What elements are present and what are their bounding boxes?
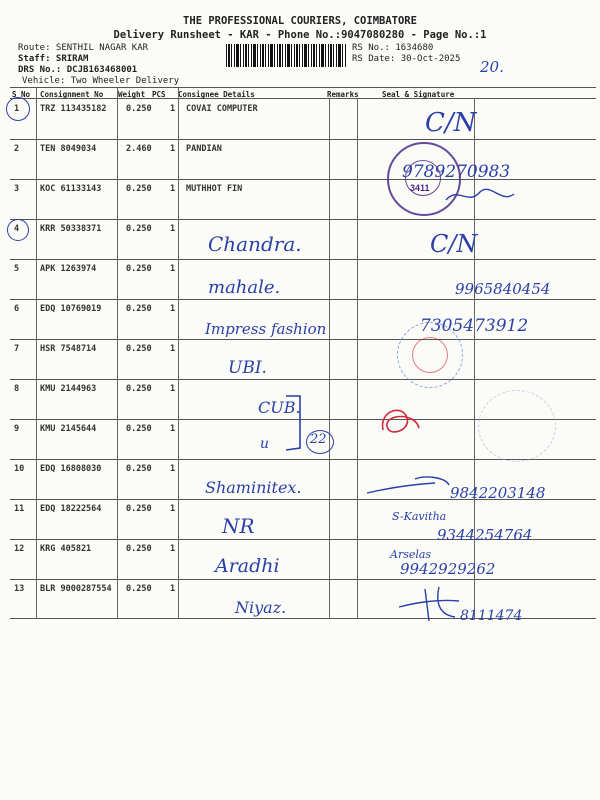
row-sno: 7 [14,344,20,354]
row-signature: 9942929262 [400,560,496,578]
row-handwritten-consignee: NR [222,514,255,538]
row-handwritten-consignee: CUB. [258,398,301,417]
row-sno: 13 [14,584,25,594]
row-handwritten-consignee: mahale. [208,277,281,298]
col-consignee: Consignee Details [178,90,255,99]
row-pcs: 1 [170,424,176,434]
row-rule [10,379,596,380]
row-pcs: 1 [170,464,176,474]
signature-scribble [365,475,455,500]
col-divider [329,98,330,618]
route-label: Route: SENTHIL NAGAR KAR [18,43,149,53]
col-sno: S No [12,90,31,99]
row-pcs: 1 [170,184,176,194]
row-pcs: 1 [170,264,176,274]
row-pcs: 1 [170,504,176,514]
row-pcs: 1 [170,104,176,114]
row-pcs: 1 [170,584,176,594]
row-consignment: KMU 2144963 [40,384,97,394]
company-title: THE PROFESSIONAL COURIERS, COIMBATORE [183,15,417,27]
row-handwritten-consignee: Shaminitex. [205,478,302,497]
row-weight: 0.250 [126,224,152,234]
row-handwritten-consignee: Impress fashion [205,320,327,338]
row-sno: 9 [14,424,20,434]
signature-name: S-Kavitha [392,510,447,523]
faint-stamp [478,390,556,462]
col-remarks: Remarks [327,90,359,99]
circle-mark [7,219,29,241]
seal-number: 3411 [410,183,430,193]
row-consignee: MUTHHOT FIN [186,184,243,194]
row-weight: 2.460 [126,144,152,154]
row-consignment: EDQ 16808030 [40,464,102,474]
row-consignment: KRG 405821 [40,544,92,554]
row-sno: 11 [14,504,25,514]
drs-number: DRS No.: DCJB163468001 [18,65,138,75]
row-sno: 8 [14,384,20,394]
row-pcs: 1 [170,384,176,394]
row-weight: 0.250 [126,344,152,354]
vehicle-label: Vehicle: Two Wheeler Delivery [22,76,180,86]
row-pcs: 1 [170,304,176,314]
row-weight: 0.250 [126,424,152,434]
bracket-mark [282,392,306,456]
row-sno: 5 [14,264,20,274]
red-signature-scribble [375,400,425,445]
row-weight: 0.250 [126,304,152,314]
row-sno: 10 [14,464,25,474]
col-divider [357,98,358,618]
row-rule [10,139,596,140]
row-pcs: 1 [170,344,176,354]
row-signature: 9842203148 [450,484,546,502]
row-weight: 0.250 [126,384,152,394]
col-pcs: PCS [152,90,166,99]
row-weight: 0.250 [126,504,152,514]
signature-scribble [440,180,520,210]
rs-date: RS Date: 30-Oct-2025 [352,54,461,64]
row-pcs: 1 [170,224,176,234]
row-consignee: COVAI COMPUTER [186,104,258,114]
row-signature: C/N [430,230,478,258]
row-signature: 9789270983 [402,162,511,182]
row-consignment: KOC 61133143 [40,184,102,194]
row-handwritten-consignee: UBI. [228,358,267,378]
row-signature: 8111474 [460,608,523,624]
row-sno: 4 [14,224,20,234]
stamp-inner-ring [412,337,448,373]
row-weight: 0.250 [126,464,152,474]
col-signature: Seal & Signature [382,90,455,99]
row-handwritten-consignee: u [260,436,270,452]
row-weight: 0.250 [126,104,152,114]
row-weight: 0.250 [126,264,152,274]
col-weight: Weight [118,90,146,99]
row-consignment: KRR 50338371 [40,224,102,234]
row-signature: 7305473912 [420,316,529,336]
row-sno: 6 [14,304,20,314]
handwritten-count: 20. [480,58,504,76]
signature-scribble [395,585,465,625]
row-handwritten-consignee: Chandra. [208,232,302,256]
bracket-number: 22 [310,432,327,447]
runsheet-subtitle: Delivery Runsheet - KAR - Phone No.:9047080280 - Page No.:1 [113,29,487,41]
circle-mark [6,97,30,121]
row-handwritten-consignee: Aradhi [215,555,280,577]
barcode [226,44,346,67]
rs-number: RS No.: 1634680 [352,43,434,53]
row-rule [10,339,596,340]
row-weight: 0.250 [126,544,152,554]
col-consignment: Consignment No [40,90,104,99]
row-consignment: EDQ 10769019 [40,304,102,314]
row-rule [10,219,596,220]
row-consignment: TEN 8049034 [40,144,97,154]
row-rule [10,259,596,260]
row-consignee: PANDIAN [186,144,222,154]
row-pcs: 1 [170,144,176,154]
row-rule [10,579,596,580]
row-consignment: APK 1263974 [40,264,97,274]
row-consignment: EDQ 18222564 [40,504,102,514]
table-top-rule [10,87,596,88]
row-consignment: TRZ 113435182 [40,104,107,114]
row-weight: 0.250 [126,584,152,594]
row-sno: 3 [14,184,20,194]
row-sno: 2 [14,144,20,154]
row-signature: 9344254764 [437,526,533,544]
row-consignment: KMU 2145644 [40,424,97,434]
staff-label: Staff: SRIRAM [18,54,89,64]
row-sno: 1 [14,104,20,114]
row-signature: 9965840454 [455,280,551,298]
row-weight: 0.250 [126,184,152,194]
row-handwritten-consignee: Niyaz. [235,598,287,617]
signature-name: Arselas [390,548,432,561]
row-consignment: HSR 7548714 [40,344,97,354]
row-sno: 12 [14,544,25,554]
row-consignment: BLR 9000287554 [40,584,112,594]
row-signature: C/N [425,108,477,138]
row-rule [10,299,596,300]
row-pcs: 1 [170,544,176,554]
